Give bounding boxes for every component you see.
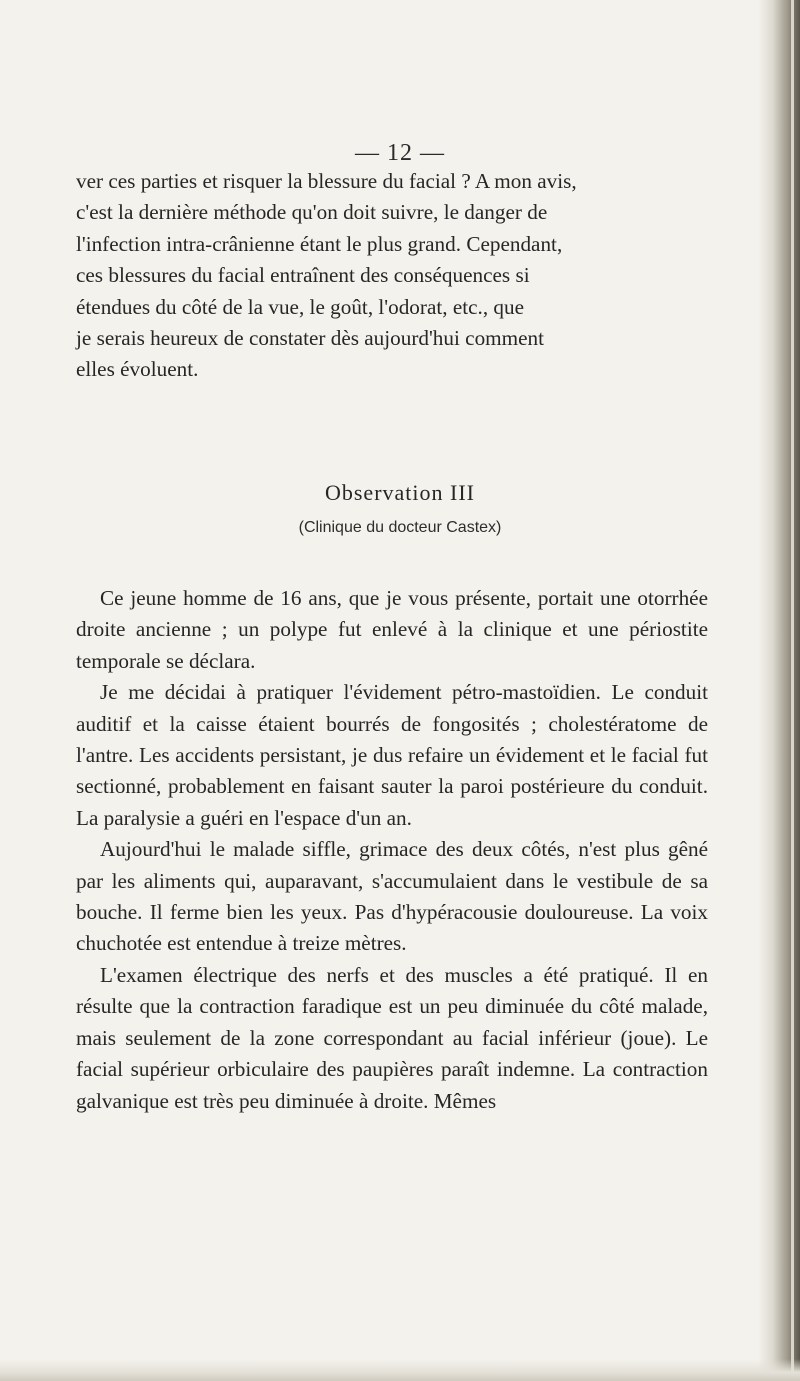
paragraph-3: Je me décidai à pratiquer l'évidement pétro-mastoïdien. Le conduit auditif et la caisse étaient bourrés de fongosités ; cholestératome de l'antre. Les accidents persistant, je dus refaire un évidement et le facial fut sectionné, probablement en faisant sauter la paroi postérieure du conduit. La paralysie a guéri en l'espace d'un an. (76, 680, 708, 830)
book-binding-edge (758, 0, 800, 1381)
paragraph-4: Aujourd'hui le malade siffle, grimace des deux côtés, n'est plus gêné par les aliments qui, auparavant, s'accumulaient dans le vestibule de sa bouche. Il ferme bien les yeux. Pas d'hypéracousie douloureuse. La voix chuchotée est entendue à treize mètres. (76, 837, 708, 956)
text-line: je serais heureux de constater dès aujourd'hui comment (76, 326, 545, 351)
paragraph-1 (76, 166, 708, 386)
text-line: ces blessures du facial entraînent des conséquences si (76, 263, 530, 288)
observation-body (76, 583, 708, 1117)
page-number: — 12 — (355, 140, 445, 166)
paragraph-continuation (76, 166, 708, 386)
paragraph-2: Ce jeune homme de 16 ans, que je vous présente, portait une otorrhée droite ancienne ; un polype fut enlevé à la clinique et une périostite temporale se déclara. (76, 586, 708, 673)
text-line: l'infection intra-crânienne étant le plus grand. Cependant, (76, 231, 563, 256)
page-bottom-edge (0, 1359, 800, 1381)
text-line: étendues du côté de la vue, le goût, l'odorat, etc., que (76, 294, 525, 319)
text-line: elles évoluent. (76, 357, 199, 382)
observation-subheading: (Clinique du docteur Castex) (298, 519, 502, 536)
paragraph-5: L'examen électrique des nerfs et des muscles a été pratiqué. Il en résulte que la contraction faradique est un peu diminuée du côté malade, mais seulement de la zone correspondant au facial inférieur (joue). Le facial supérieur orbiculaire des paupières paraît indemne. La contraction galvanique est très peu diminuée à droite. Mêmes (76, 962, 708, 1113)
text-line: ver ces parties et risquer la blessure du facial ? A mon avis, (76, 169, 577, 193)
observation-heading: Observation III (324, 480, 475, 505)
text-line: c'est la dernière méthode qu'on doit suivre, le danger de (76, 200, 548, 225)
